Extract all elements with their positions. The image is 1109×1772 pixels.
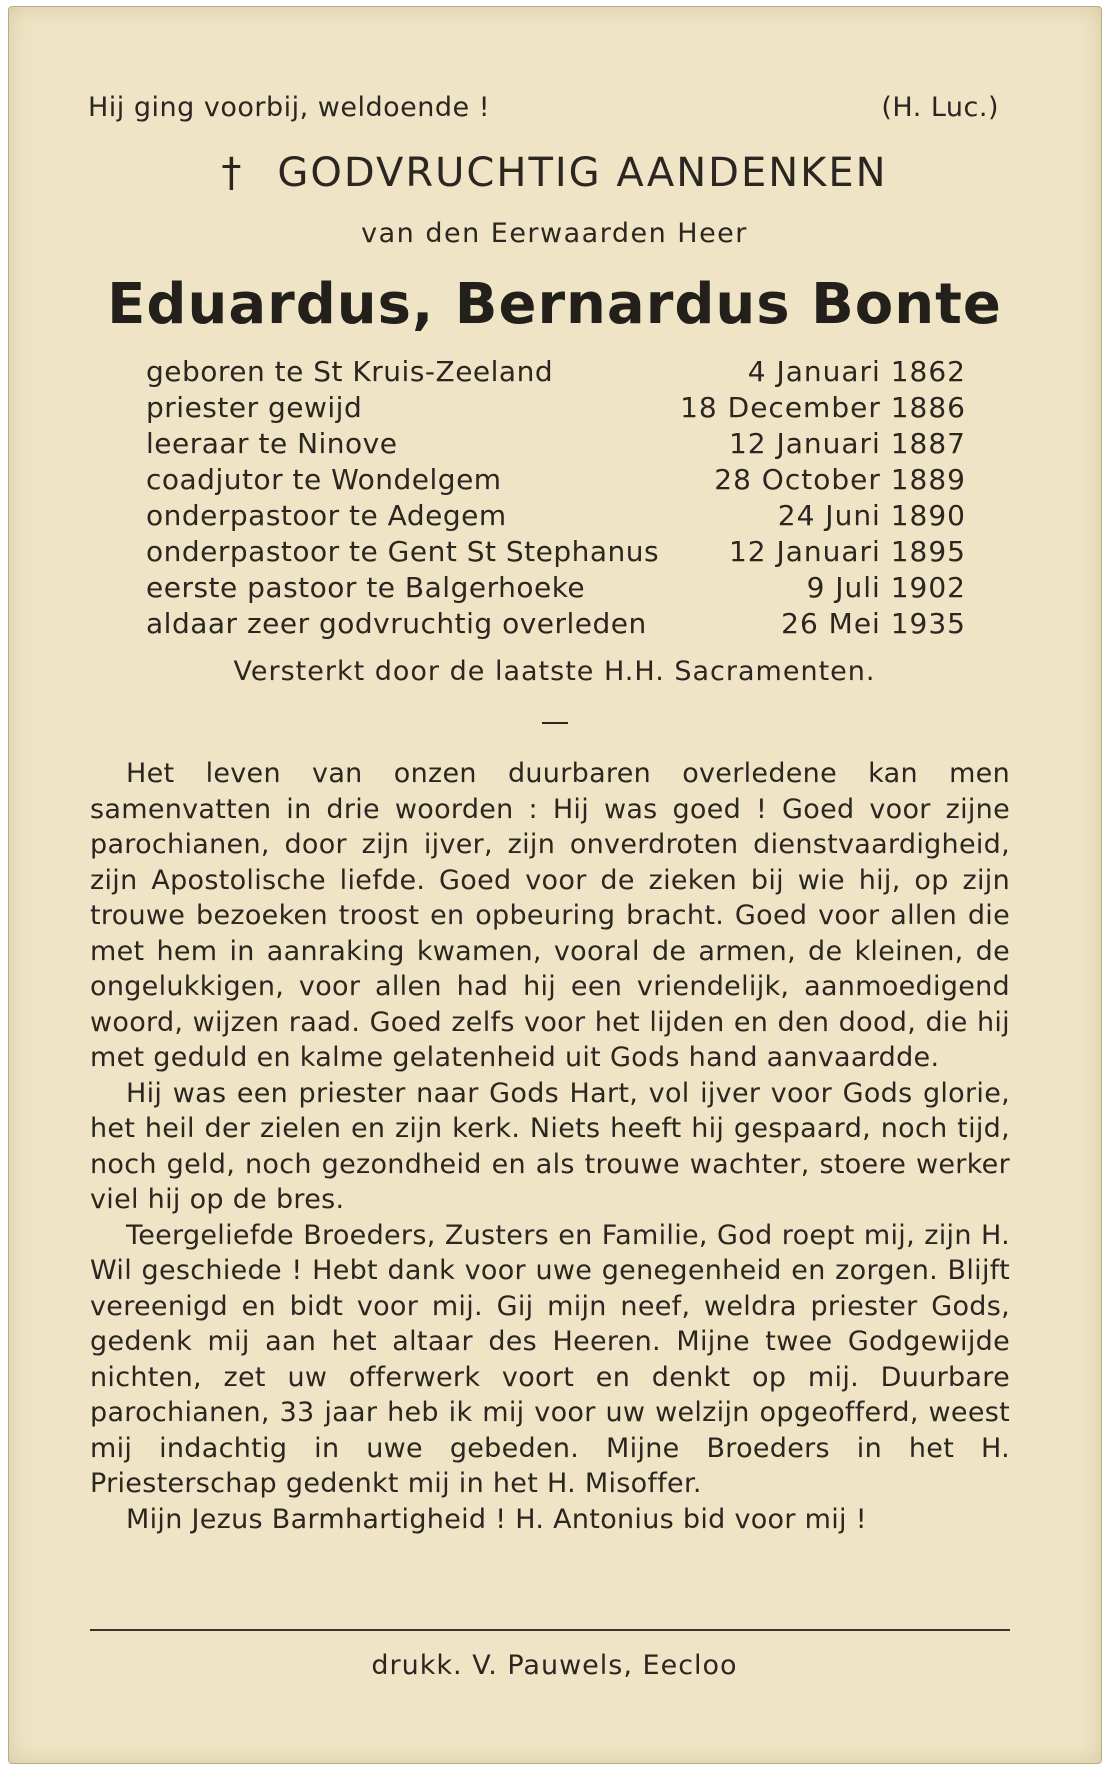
eulogy-paragraph: Het leven van onzen duurbaren overledene kan men samenvatten in drie woorden : Hij was goed ! Goed voor zijne parochianen, door zijn ijver, zijn onverdroten dienstvaardigheid, zijn Apostolische liefde. Goed voor de zieken bij wie hij, op zijn trouwe bezoeken troost en opbeuring bracht. Goed voor allen die met hem in aanraking kwamen, vooral de armen, de kleinen, de ongelukkigen, voor allen had hij een vriendelijk, aanmoedigend woord, wijzen raad. Goed zelfs voor het lijden en den dood, die hij met geduld en kalme gelatenheid uit Gods hand aanvaardde. (90, 758, 1010, 1073)
career-row (146, 534, 966, 570)
subheading: van den Eerwaarden Heer (361, 218, 748, 249)
footer-rule (90, 1629, 1010, 1631)
career-date: 9 Juli 1902 (806, 571, 966, 604)
career-event: onderpastoor te Gent St Stephanus (146, 535, 660, 568)
card-heading (0, 150, 1109, 196)
career-event: geboren te St Kruis-Zeeland (146, 355, 554, 388)
eulogy-paragraph: Teergeliefde Broeders, Zusters en Familie, God roept mij, zijn H. Wil geschiede ! Hebt dank voor uwe genegenheid en zorgen. Blijft vereenigd en bidt voor mij. Gij mijn neef, weldra priester Gods, gedenk mij aan het altaar des Heeren. Mijne twee Godgewijde nichten, zet uw offerwerk voort en denkt op mij. Duurbare parochianen, 33 jaar heb ik mij voor uw welzijn opgeofferd, weest mij indachtig in uwe gebeden. Mijne Broeders in het H. Priesterschap gedenkt mij in het H. Misoffer. (90, 1219, 1010, 1499)
career-list (146, 354, 966, 642)
motto: Hij ging voorbij, weldoende ! (88, 92, 491, 123)
career-event: eerste pastoor te Balgerhoeke (146, 571, 586, 604)
career-row (146, 498, 966, 534)
sacraments-line: Versterkt door de laatste H.H. Sacramenten. (233, 656, 876, 687)
career-row (146, 354, 966, 390)
deceased-name: Eduardus, Bernardus Bonte (107, 272, 1002, 337)
heading-text: GODVRUCHTIG AANDENKEN (277, 150, 888, 196)
career-date: 12 Januari 1887 (728, 427, 966, 460)
career-row (146, 606, 966, 642)
career-row (146, 426, 966, 462)
career-event: onderpastoor te Adegem (146, 499, 507, 532)
career-row (146, 390, 966, 426)
motto-source: (H. Luc.) (881, 92, 999, 123)
career-date: 12 Januari 1895 (728, 535, 966, 568)
career-row (146, 462, 966, 498)
cross-icon: † (221, 150, 244, 196)
career-event: leeraar te Ninove (146, 427, 398, 460)
printer-credit: drukk. V. Pauwels, Eecloo (371, 1650, 738, 1681)
eulogy-paragraph: Hij was een priester naar Gods Hart, vol ijver voor Gods glorie, het heil der zielen en zijn kerk. Niets heeft hij gespaard, noch tijd, noch geld, noch gezondheid en als trouwe wachter, stoere werker viel hij op de bres. (90, 1077, 1010, 1215)
eulogy-text (90, 756, 1010, 1537)
career-row (146, 570, 966, 606)
eulogy-paragraph: Mijn Jezus Barmhartigheid ! H. Antonius bid voor mij ! (126, 1503, 867, 1535)
career-date: 28 October 1889 (714, 463, 966, 496)
career-date: 4 Januari 1862 (747, 355, 966, 388)
career-event: priester gewijd (146, 391, 363, 424)
career-date: 24 Juni 1890 (777, 499, 966, 532)
career-date: 26 Mei 1935 (781, 607, 966, 640)
career-date: 18 December 1886 (680, 391, 966, 424)
separator-dash (542, 722, 568, 724)
career-event: coadjutor te Wondelgem (146, 463, 502, 496)
career-event: aldaar zeer godvruchtig overleden (146, 607, 647, 640)
